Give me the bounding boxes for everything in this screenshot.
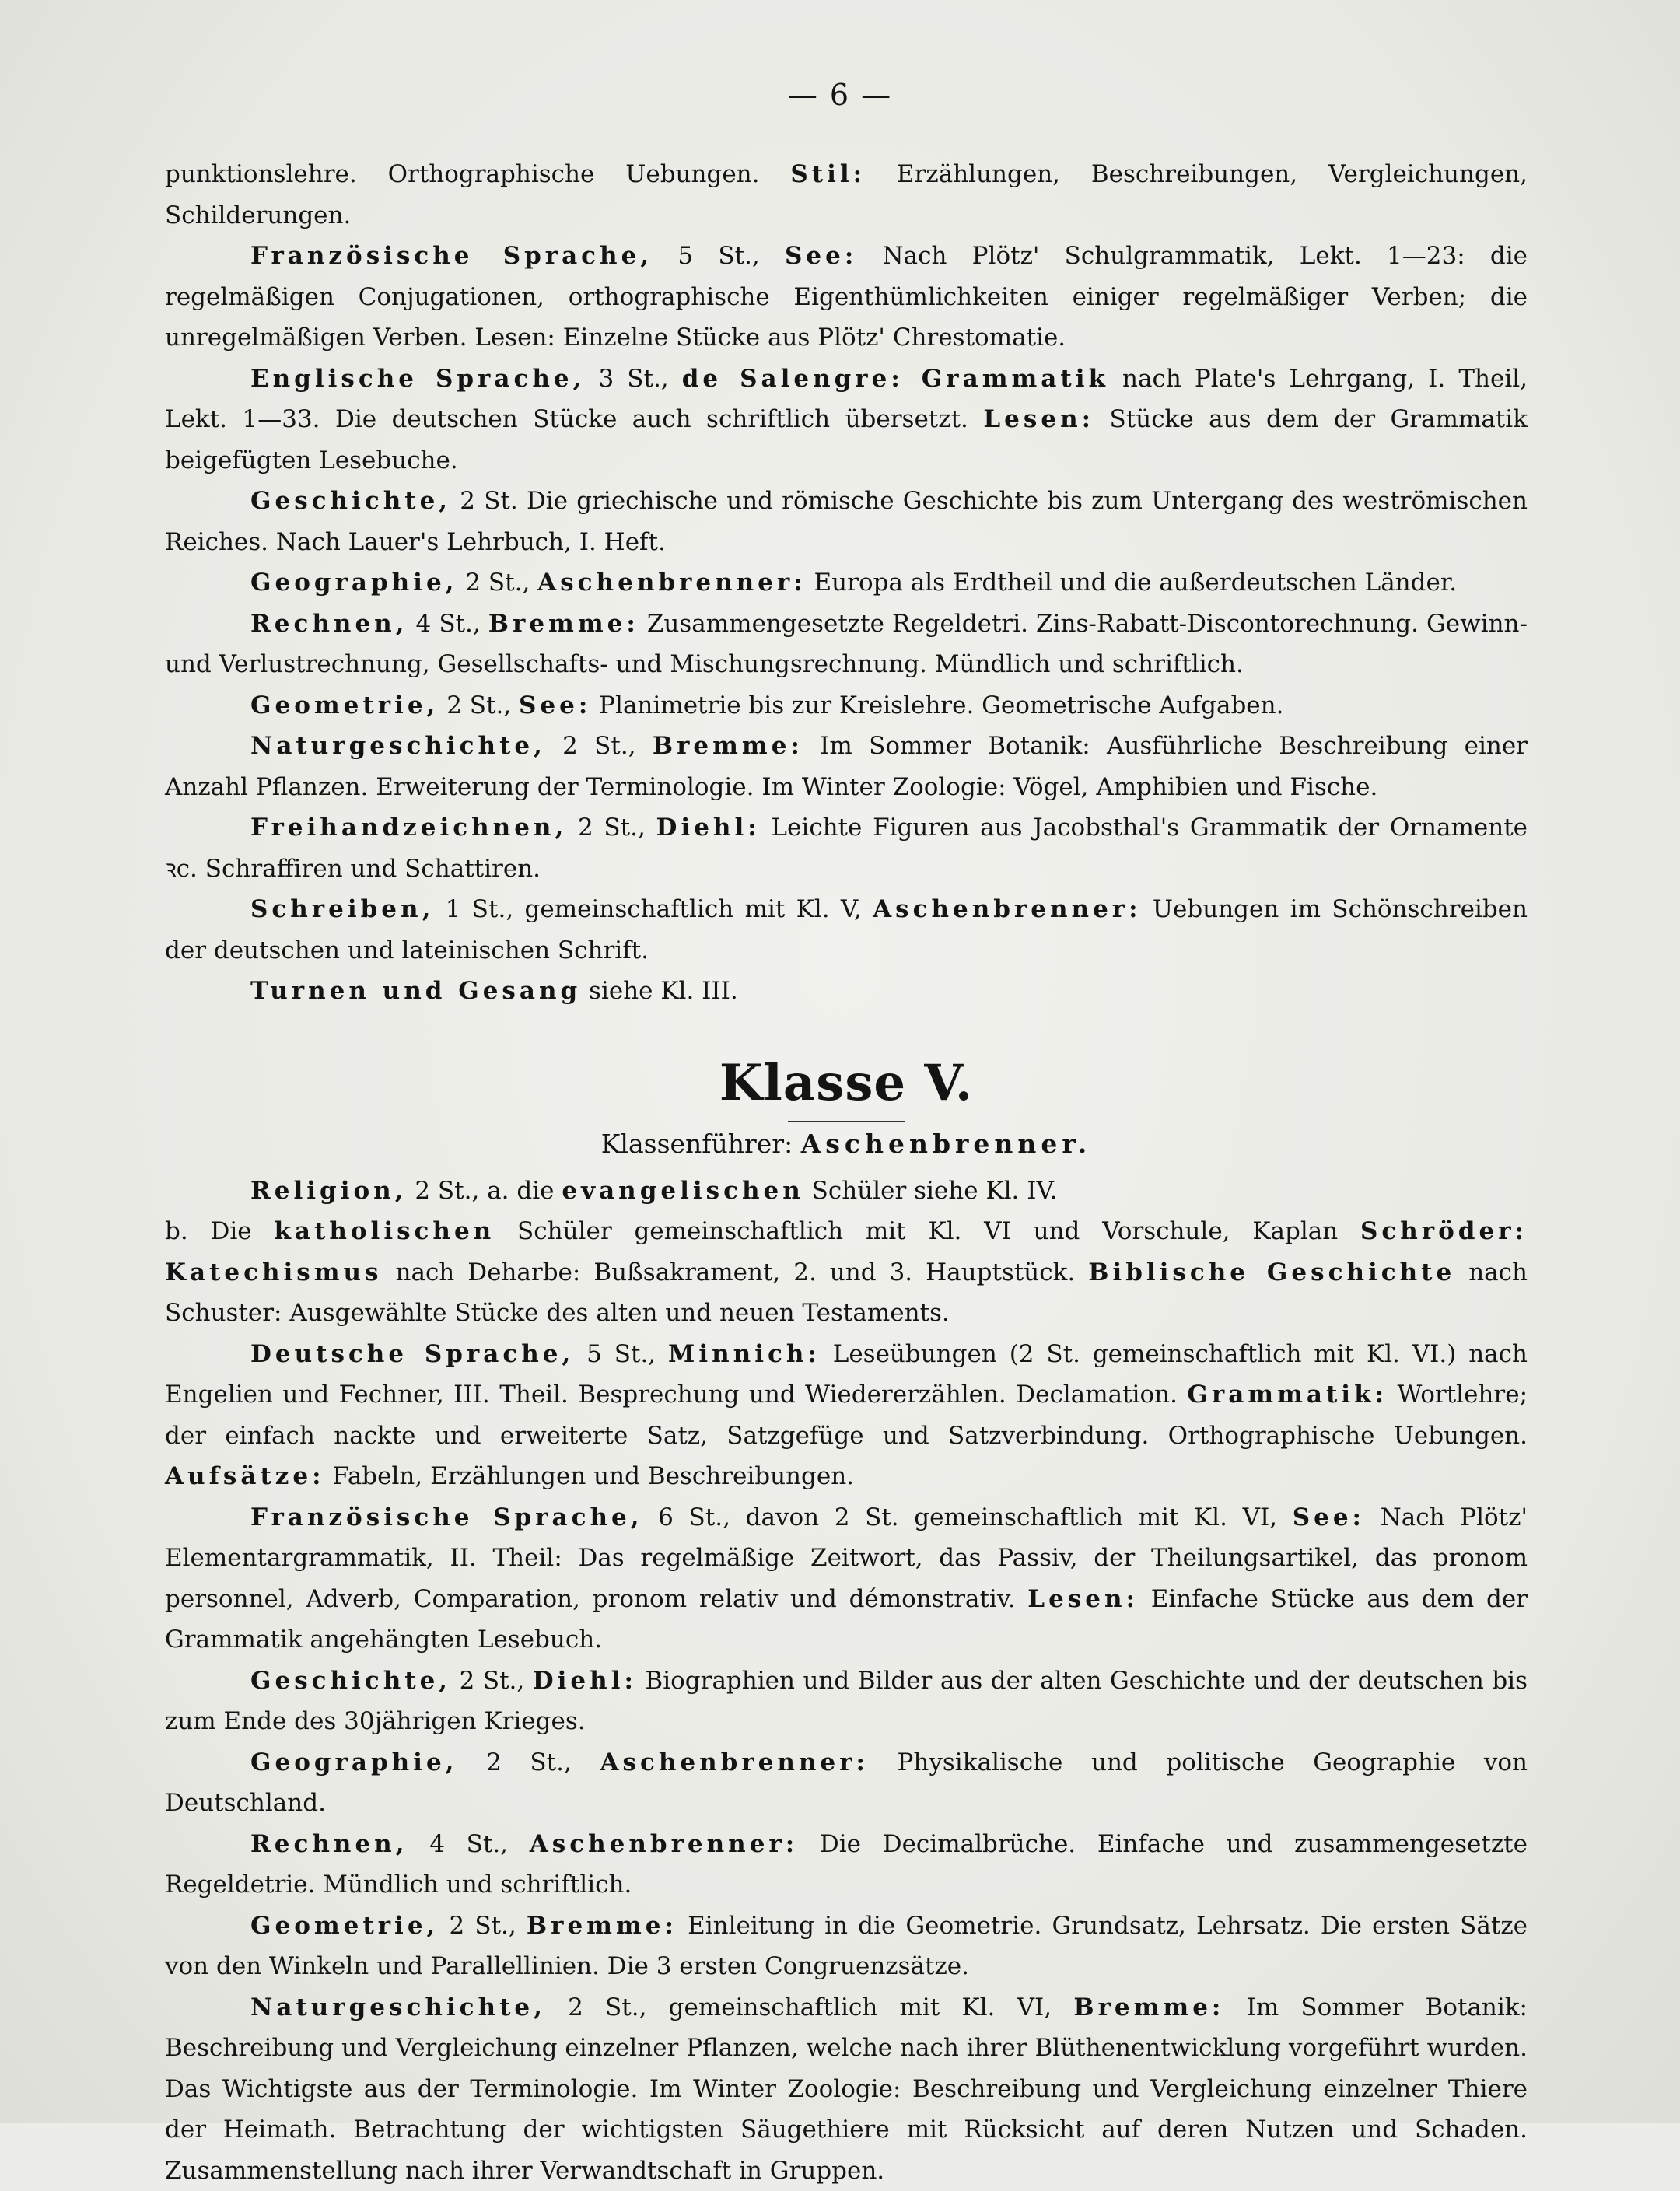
spaced-term: Schreiben, <box>250 895 434 923</box>
text-run: nach Schuster: Ausgewählte Stücke des alten und neuen Testaments. <box>165 1258 1528 1328</box>
text-run: 2 St., <box>439 691 519 719</box>
spaced-term: Lesen: <box>1027 1585 1139 1613</box>
spaced-term: Stil: <box>790 160 866 188</box>
text-run: Zusammengesetzte Regeldetri. Zins-Rabatt-Discontorechnung. Gewinn- und Verlustrechnung, Gesellschafts- und Mischungsrechnung. Mündlich und schriftlich. <box>165 610 1528 679</box>
text-run: Nach Plötz' Schulgrammatik, Lekt. 1—23: die regelmäßigen Conjugationen, orthographische Eigenthümlichkeiten einiger regelmäßiger Verben; die unregelmäßigen Verben. Lesen: Einzelne Stücke aus Plötz' Chrestomatie. <box>165 242 1528 352</box>
spaced-term: Schröder: Katechismus <box>165 1217 1528 1286</box>
text-run: siehe Kl. III. <box>581 977 738 1005</box>
spaced-term: Minnich: <box>668 1340 821 1368</box>
text-run: 6 St., davon 2 St. gemeinschaftlich mit Kl. VI, <box>643 1503 1293 1531</box>
text-run: 2 St., <box>439 1912 527 1940</box>
text-run: 2 St., <box>567 814 656 842</box>
curriculum-paragraph <box>165 1661 1528 1742</box>
text-run: Erzählungen, Beschreibungen, Vergleichungen, Schilderungen. <box>165 160 1528 229</box>
spaced-term: Englische Sprache, <box>250 365 585 393</box>
section-heading: Klasse V. <box>165 1052 1528 1115</box>
curriculum-paragraph <box>165 1334 1528 1497</box>
spaced-term: Bremme: <box>1073 1993 1224 2021</box>
spaced-term: Geographie, <box>250 569 457 597</box>
text-run: 2 St., a. die <box>408 1177 562 1205</box>
class-leader-line <box>165 1122 1528 1166</box>
class-leader-name: Aschenbrenner. <box>801 1129 1092 1159</box>
spaced-term: Grammatik: <box>1187 1381 1388 1409</box>
text-run: Wortlehre; der einfach nackte und erweiterte Satz, Satzgefüge und Satzverbindung. Orthographische Uebungen. <box>165 1381 1528 1450</box>
spaced-term: Geometrie, <box>250 1912 439 1940</box>
spaced-term: Lesen: <box>983 405 1094 433</box>
curriculum-paragraph <box>165 1211 1528 1334</box>
spaced-term: Biblische Geschichte <box>1088 1258 1455 1286</box>
spaced-term: Religion, <box>250 1177 408 1205</box>
text-run: Biographien und Bilder aus der alten Geschichte und der deutschen bis zum Ende des 30jährigen Krieges. <box>165 1667 1528 1736</box>
curriculum-paragraph <box>165 726 1528 807</box>
curriculum-paragraph <box>165 604 1528 685</box>
text-run: Leichte Figuren aus Jacobsthal's Grammatik der Ornamente ꝛc. Schraffiren und Schattiren. <box>165 814 1528 883</box>
curriculum-paragraph <box>165 1987 1528 2191</box>
page-content <box>165 154 1528 2191</box>
spaced-term: See: <box>519 691 591 719</box>
text-run: 5 St., <box>653 242 785 270</box>
curriculum-paragraph <box>165 1171 1528 1212</box>
spaced-term: Bremme: <box>653 732 803 760</box>
spaced-term: Diehl: <box>533 1667 637 1695</box>
curriculum-paragraph <box>165 1497 1528 1661</box>
text-run: Physikalische und politische Geographie von Deutschland. <box>165 1748 1528 1818</box>
spaced-term: Aschenbrenner: <box>600 1748 869 1776</box>
spaced-term: Bremme: <box>488 610 639 638</box>
text-run: Die Decimalbrüche. Einfache und zusammengesetzte Regeldetrie. Mündlich und schriftlich. <box>165 1830 1528 1899</box>
curriculum-paragraph <box>165 1742 1528 1824</box>
page-number: — 6 — <box>0 78 1680 112</box>
text-run: 2 St., <box>451 1667 533 1695</box>
text-run: Fabeln, Erzählungen und Beschreibungen. <box>325 1462 854 1490</box>
spaced-term: Deutsche Sprache, <box>250 1340 574 1368</box>
text-run: Europa als Erdtheil und die außerdeutschen Länder. <box>807 569 1457 597</box>
text-run: 1 St., gemeinschaftlich mit Kl. V, <box>434 895 873 923</box>
text-run: 2 St. Die griechische und römische Geschichte bis zum Untergang des weströmischen Reiches. Nach Lauer's Lehrbuch, I. Heft. <box>165 487 1528 556</box>
text-run: 5 St., <box>574 1340 668 1368</box>
text-run: Nach Plötz' Elementargrammatik, II. Theil: Das regelmäßige Zeitwort, das Passiv, der Theilungsartikel, das pronom personnel, Adverb, Comparation, pronom relativ und démonstrativ. <box>165 1503 1528 1613</box>
curriculum-paragraph <box>165 685 1528 726</box>
spaced-term: Geometrie, <box>250 691 439 719</box>
text-run: Im Sommer Botanik: Beschreibung und Vergleichung einzelner Pflanzen, welche nach ihrer Blüthenentwicklung vorgeführt wurden. Das Wichtigste aus der Terminologie. Im Winter Zoologie: Beschreibung und Vergleichung einzelner Thiere der Heimath. Betrachtung der wichtigsten Säugethiere mit Rücksicht auf deren Nutzen und Schaden. Zusammenstellung nach ihrer Verwandtschaft in Gruppen. <box>165 1993 1528 2185</box>
text-run: 2 St., <box>546 732 653 760</box>
klasse-vi-curriculum <box>165 154 1528 1012</box>
text-run: Planimetrie bis zur Kreislehre. Geometrische Aufgaben. <box>591 691 1283 719</box>
text-run: nach Plate's Lehrgang, I. Theil, Lekt. 1—33. Die deutschen Stücke auch schriftlich übersetzt. <box>165 365 1528 434</box>
spaced-term: Rechnen, <box>250 1830 408 1858</box>
spaced-term: Turnen und Gesang <box>250 977 581 1005</box>
text-run: Leseübungen (2 St. gemeinschaftlich mit Kl. VI.) nach Engelien und Fechner, III. Theil. Besprechung und Wiedererzählen. Declamation. <box>165 1340 1528 1409</box>
text-run: 2 St., gemeinschaftlich mit Kl. VI, <box>546 1993 1073 2021</box>
text-run: Schüler gemeinschaftlich mit Kl. VI und Vorschule, Kaplan <box>495 1217 1360 1245</box>
curriculum-paragraph <box>165 562 1528 604</box>
spaced-term: Aschenbrenner: <box>537 569 807 597</box>
spaced-term: Geographie, <box>250 1748 457 1776</box>
spaced-term: katholischen <box>274 1217 495 1245</box>
curriculum-paragraph <box>165 236 1528 359</box>
text-run: 2 St., <box>457 569 537 597</box>
text-run: punktionslehre. Orthographische Uebungen. <box>165 160 790 188</box>
spaced-term: Aschenbrenner: <box>530 1830 799 1858</box>
spaced-term: See: <box>785 242 857 270</box>
text-run: Im Sommer Botanik: Ausführliche Beschreibung einer Anzahl Pflanzen. Erweiterung der Terminologie. Im Winter Zoologie: Vögel, Amphibien und Fische. <box>165 732 1528 801</box>
spaced-term: de Salengre: Grammatik <box>682 365 1109 393</box>
spaced-term: Aschenbrenner: <box>873 895 1142 923</box>
spaced-term: Diehl: <box>656 814 761 842</box>
spaced-term: See: <box>1293 1503 1365 1531</box>
spaced-term: Französische Sprache, <box>250 242 653 270</box>
curriculum-paragraph <box>165 359 1528 481</box>
spaced-term: Geschichte, <box>250 487 451 515</box>
text-run: Uebungen im Schönschreiben der deutschen und lateinischen Schrift. <box>165 895 1528 964</box>
text-run: Stücke aus dem der Grammatik beigefügten Lesebuche. <box>165 405 1528 474</box>
curriculum-paragraph <box>165 807 1528 889</box>
curriculum-paragraph <box>165 1824 1528 1906</box>
spaced-term: Französische Sprache, <box>250 1503 643 1531</box>
spaced-term: Geschichte, <box>250 1667 451 1695</box>
text-run: 4 St., <box>408 610 488 638</box>
text-run: Einleitung in die Geometrie. Grundsatz, Lehrsatz. Die ersten Sätze von den Winkeln und Parallellinien. Die 3 ersten Congruenzsätze. <box>165 1912 1528 1981</box>
spaced-term: Aufsätze: <box>165 1462 325 1490</box>
spaced-term: Bremme: <box>527 1912 677 1940</box>
class-leader-label: Klassenführer: <box>601 1129 793 1159</box>
spaced-term: Rechnen, <box>250 610 408 638</box>
curriculum-paragraph <box>165 889 1528 971</box>
curriculum-paragraph <box>165 971 1528 1012</box>
spaced-term: Freihandzeichnen, <box>250 814 567 842</box>
text-run: 2 St., <box>457 1748 600 1776</box>
text-run: Einfache Stücke aus dem der Grammatik angehängten Lesebuch. <box>165 1585 1528 1654</box>
spaced-term: Naturgeschichte, <box>250 732 546 760</box>
text-run: b. Die <box>165 1217 274 1245</box>
curriculum-paragraph <box>165 154 1528 236</box>
text-run: Schüler siehe Kl. IV. <box>804 1177 1058 1205</box>
spaced-term: Naturgeschichte, <box>250 1993 546 2021</box>
curriculum-paragraph <box>165 1906 1528 1987</box>
text-run: nach Deharbe: Bußsakrament, 2. und 3. Hauptstück. <box>383 1258 1089 1286</box>
klasse-v-curriculum <box>165 1171 1528 2191</box>
text-run: 4 St., <box>408 1830 530 1858</box>
curriculum-paragraph <box>165 481 1528 562</box>
text-run: 3 St., <box>585 365 681 393</box>
spaced-term: evangelischen <box>562 1177 803 1205</box>
